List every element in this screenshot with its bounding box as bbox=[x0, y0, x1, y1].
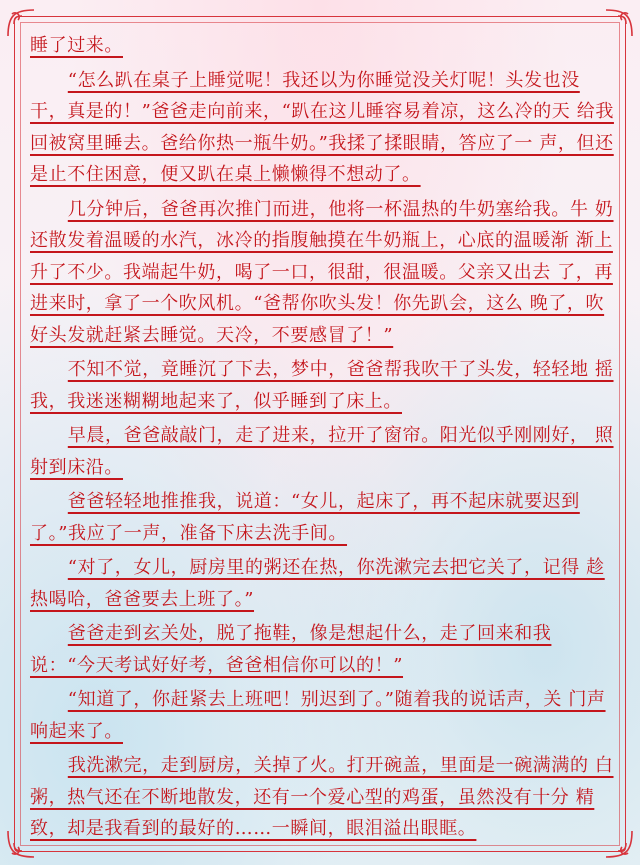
paragraph bbox=[30, 750, 614, 845]
paragraph-text: 早晨，爸爸敲敲门，走了进来，拉开了窗帘。阳光似乎刚刚好， 照射到床沿。 bbox=[30, 425, 614, 478]
paragraph bbox=[30, 194, 614, 352]
paragraph-text: 睡了过来。 bbox=[30, 35, 123, 56]
paragraph-text: “怎么趴在桌子上睡觉呢！我还以为你睡觉没关灯呢！头发也没 干，真是的！”爸爸走向前来，“趴在这儿睡容易着凉，这么冷的天 给我回被窝里睡去。爸给你热一瓶牛奶。”我揉了揉眼睛，答应了一 声，但还是止不住困意，便又趴在桌上懒懒得不想动了。 bbox=[30, 69, 614, 185]
paragraph-text: “对了，女儿，厨房里的粥还在热，你洗漱完去把它关了，记得 趁热喝哈，爸爸要去上班了。” bbox=[30, 557, 605, 610]
paragraph bbox=[30, 486, 614, 549]
paragraph-text: “知道了，你赶紧去上班吧！别迟到了。”随着我的说话声，关 门声响起来了。 bbox=[30, 689, 606, 742]
essay-body bbox=[30, 30, 614, 845]
paragraph-text: 不知不觉，竟睡沉了下去，梦中，爸爸帮我吹干了头发，轻轻地 摇我，我迷迷糊糊地起来了，似乎睡到了床上。 bbox=[30, 359, 614, 412]
paragraph bbox=[30, 420, 614, 483]
paragraph-text: 爸爸轻轻地推推我，说道：“女儿，起床了，再不起床就要迟到 了。”我应了一声，准备下床去洗手间。 bbox=[30, 491, 580, 544]
paragraph bbox=[30, 65, 614, 191]
paragraph-text: 爸爸走到玄关处，脱了拖鞋，像是想起什么，走了回来和我说：“今天考试好好考，爸爸相信你可以的！” bbox=[30, 623, 552, 676]
paragraph bbox=[30, 552, 614, 615]
paragraph bbox=[30, 684, 614, 747]
paragraph bbox=[30, 30, 614, 62]
paragraph bbox=[30, 354, 614, 417]
paragraph-text: 我洗漱完，走到厨房，关掉了火。打开碗盖，里面是一碗满满的 白粥，热气还在不断地散发，还有一个爱心型的鸡蛋，虽然没有十分 精致，却是我看到的最好的……一瞬间，眼泪溢出眼眶。 bbox=[30, 755, 614, 839]
paragraph-text: 几分钟后，爸爸再次推门而进，他将一杯温热的牛奶塞给我。牛 奶还散发着温暖的水汽，冰冷的指腹触摸在牛奶瓶上，心底的温暖渐 渐上升了不少。我端起牛奶，喝了一口，很甜，很温暖。父亲又出去 了，再进来时，拿了一个吹风机。“爸帮你吹头发！你先趴会，这么 晚了，吹好头发就赶紧去睡觉。天冷，不要感冒了！” bbox=[30, 198, 614, 346]
paragraph bbox=[30, 618, 614, 681]
